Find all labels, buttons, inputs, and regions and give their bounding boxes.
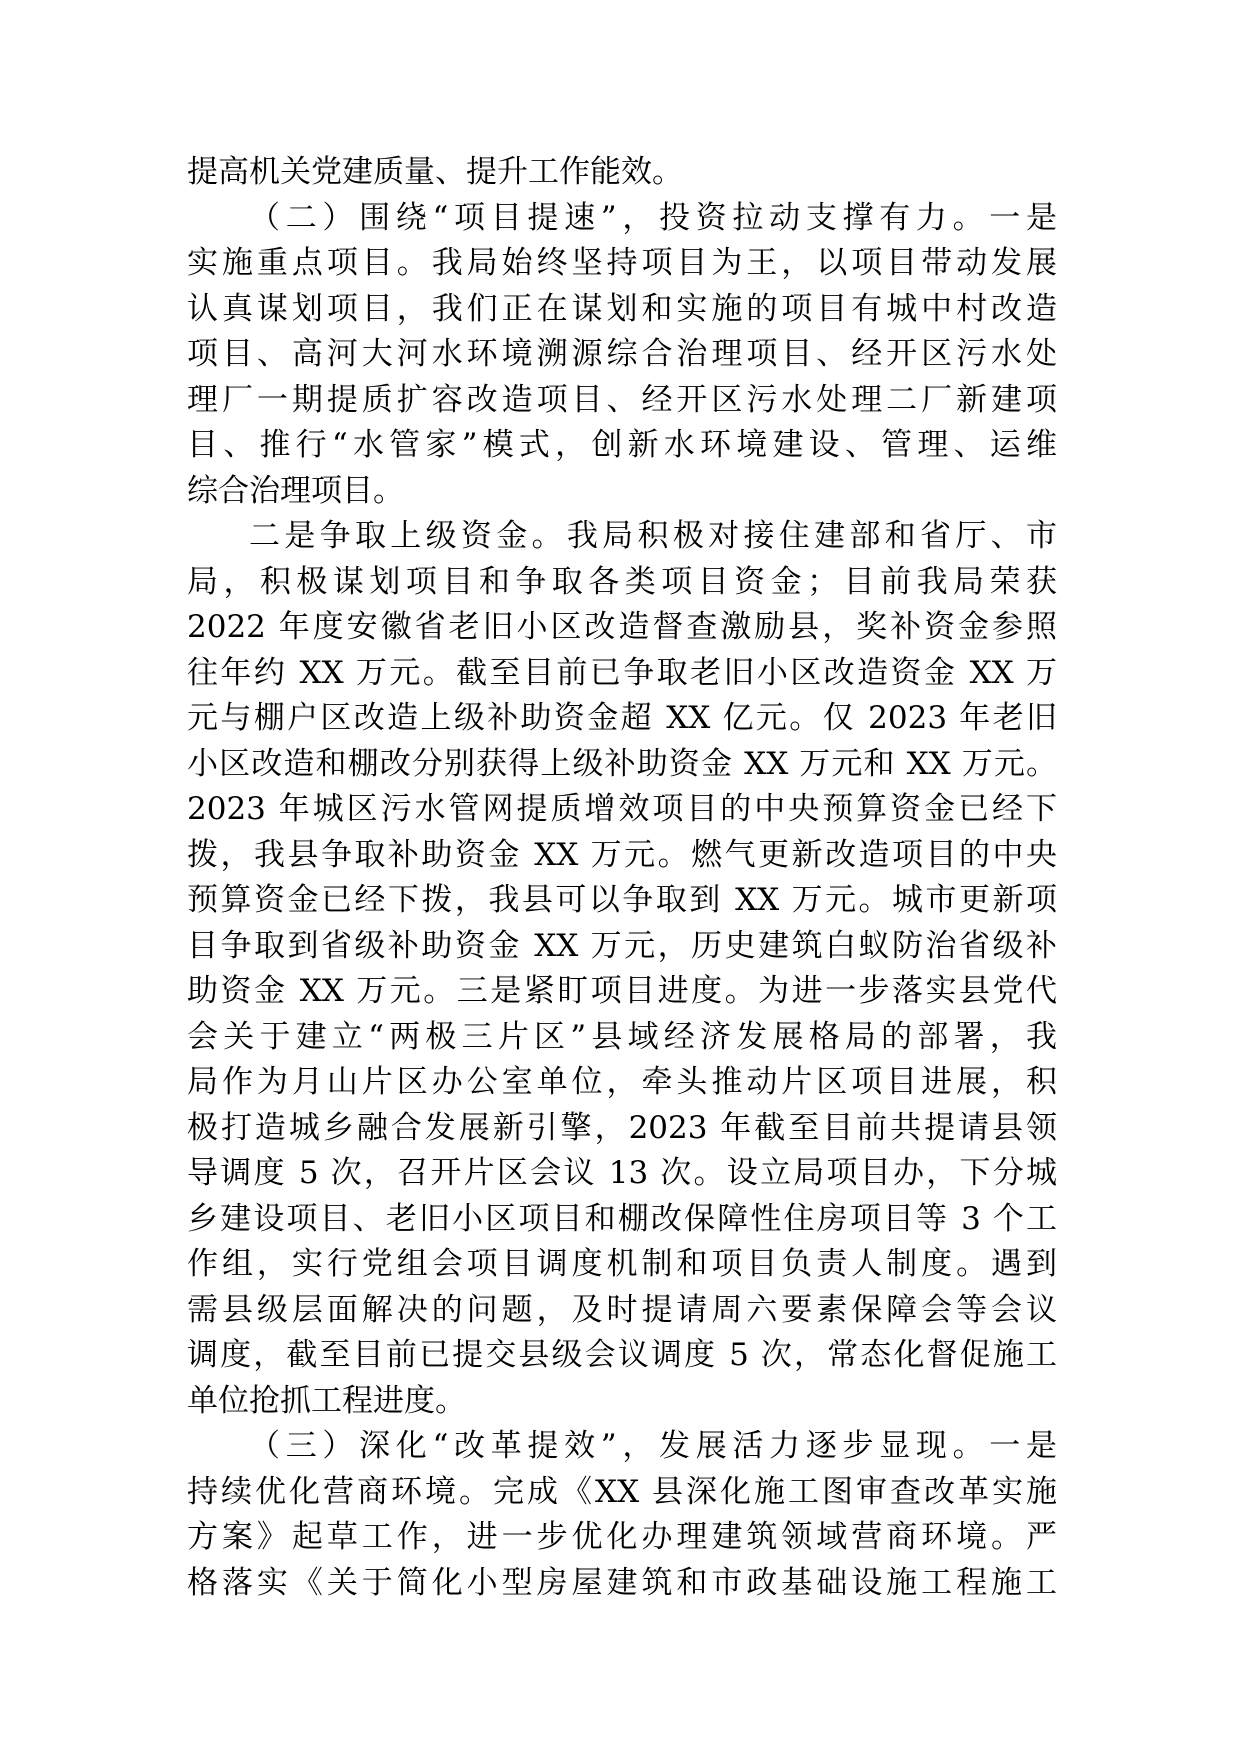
text-line: 二是争取上级资金。我局积极对接住建部和省厅、市 <box>249 518 1057 554</box>
text-line: 方案》起草工作，进一步优化办理建筑领域营商环境。严 <box>187 1519 1057 1555</box>
text-line: 持续优化营商环境。完成《XX 县深化施工图审查改革实施 <box>187 1473 1057 1510</box>
text-line: 极打造城乡融合发展新引擎，2023 年截至目前共提请县领 <box>187 1109 1057 1146</box>
text-line: 认真谋划项目，我们正在谋划和实施的项目有城中村改造 <box>187 290 1057 327</box>
text-line: 助资金 XX 万元。三是紧盯项目进度。为进一步落实县党代 <box>187 973 1057 1009</box>
text-line: 会关于建立“两极三片区”县域经济发展格局的部署，我 <box>187 1018 1057 1055</box>
text-line: 提高机关党建质量、提升工作能效。 <box>187 154 683 190</box>
text-line: 拨，我县争取补助资金 XX 万元。燃气更新改造项目的中央 <box>187 836 1057 873</box>
text-line: 小区改造和棚改分别获得上级补助资金 XX 万元和 XX 万元。 <box>187 745 1057 782</box>
text-line: 实施重点项目。我局始终坚持项目为王，以项目带动发展 <box>187 245 1057 281</box>
text-line: 目、推行“水管家”模式，创新水环境建设、管理、运维 <box>187 427 1057 463</box>
text-line: 综合治理项目。 <box>187 472 404 509</box>
text-line: 理厂一期提质扩容改造项目、经开区污水处理二厂新建项 <box>187 381 1057 418</box>
text-line: 乡建设项目、老旧小区项目和棚改保障性住房项目等 3 个工 <box>187 1200 1057 1237</box>
text-line: 局作为月山片区办公室单位，牵头推动片区项目进展，积 <box>187 1064 1057 1100</box>
text-line: 往年约 XX 万元。截至目前已争取老旧小区改造资金 XX 万 <box>187 654 1057 691</box>
document-body <box>187 150 1057 1606</box>
text-line: 局，积极谋划项目和争取各类项目资金；目前我局荣获 <box>187 563 1057 600</box>
text-line: 2022 年度安徽省老旧小区改造督查激励县，奖补资金参照 <box>187 609 1057 645</box>
text-line: 格落实《关于简化小型房屋建筑和市政基础设施工程施工 <box>187 1564 1057 1601</box>
text-line: 元与棚户区改造上级补助资金超 XX 亿元。仅 2023 年老旧 <box>187 700 1057 736</box>
text-line: 需县级层面解决的问题，及时提请周六要素保障会等会议 <box>187 1291 1057 1328</box>
text-line: （二）围绕“项目提速”，投资拉动支撑有力。一是 <box>249 199 1057 236</box>
text-line: 项目、高河大河水环境溯源综合治理项目、经开区污水处 <box>187 336 1057 372</box>
text-line: 单位抢抓工程进度。 <box>187 1382 466 1419</box>
text-line: 导调度 5 次，召开片区会议 13 次。设立局项目办，下分城 <box>187 1155 1057 1191</box>
text-line: 预算资金已经下拨，我县可以争取到 XX 万元。城市更新项 <box>187 882 1057 918</box>
text-line: 调度，截至目前已提交县级会议调度 5 次，常态化督促施工 <box>187 1337 1057 1373</box>
text-line: 作组，实行党组会项目调度机制和项目负责人制度。遇到 <box>187 1246 1057 1282</box>
text-line: （三）深化“改革提效”，发展活力逐步显现。一是 <box>249 1428 1057 1464</box>
text-line: 目争取到省级补助资金 XX 万元，历史建筑白蚁防治省级补 <box>187 927 1057 964</box>
text-line: 2023 年城区污水管网提质增效项目的中央预算资金已经下 <box>187 791 1057 827</box>
